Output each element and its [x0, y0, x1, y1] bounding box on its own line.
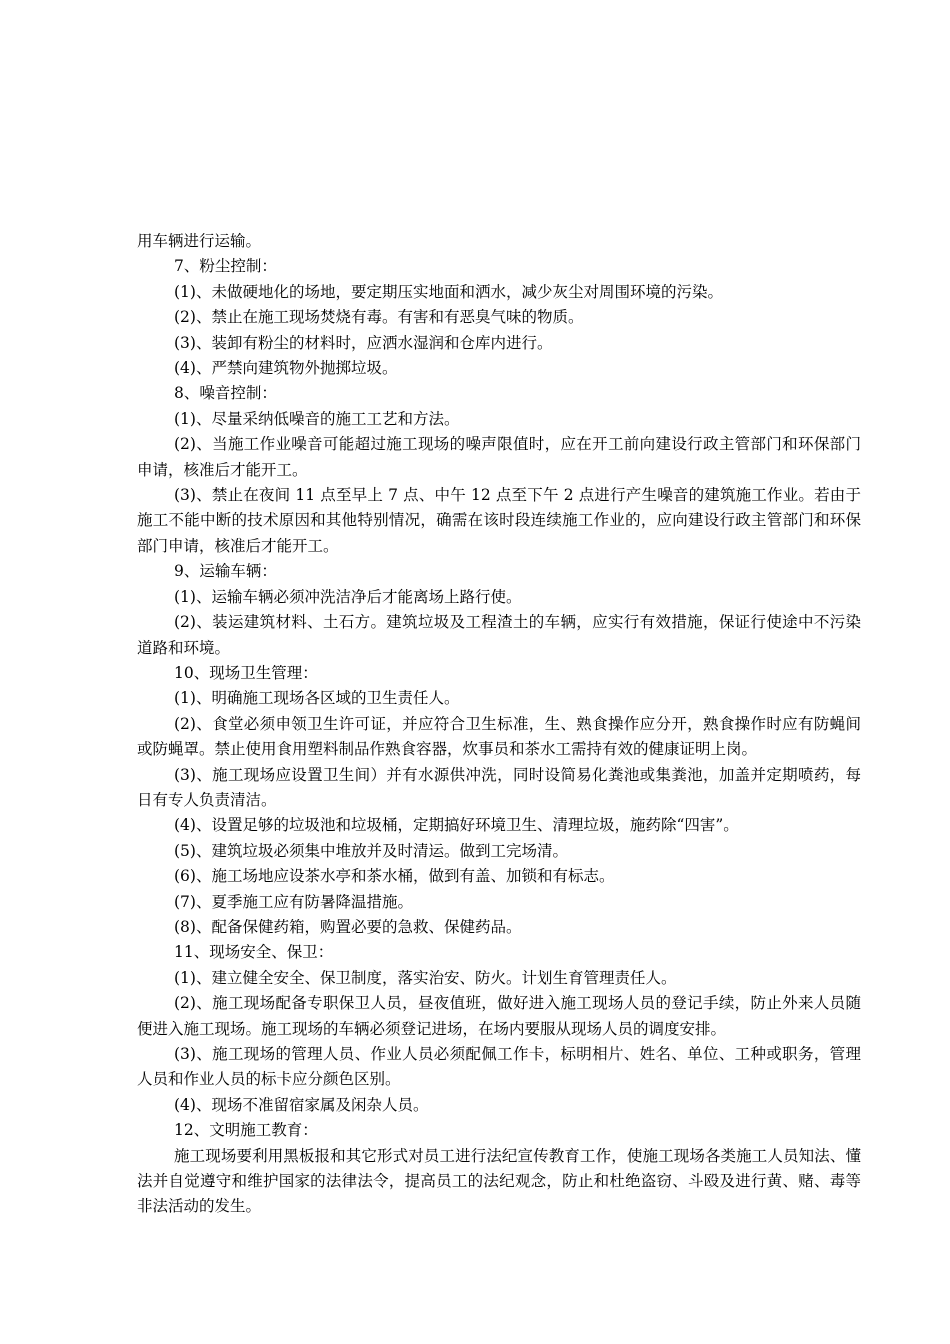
paragraph: (2)、食堂必须申领卫生许可证，并应符合卫生标准，生、熟食操作应分开，熟食操作时应有防蝇间或防蝇罩。禁止使用食用塑料制品作熟食容器，炊事员和茶水工需持有效的健康证明上岗。	[137, 714, 861, 759]
paragraph: (2)、装运建筑材料、土石方。建筑垃圾及工程渣土的车辆，应实行有效措施，保证行使途中不污染道路和环境。	[137, 613, 861, 657]
paragraph: (3)、禁止在夜间 11 点至早上 7 点、中午 12 点至下午 2 点进行产生噪音的建筑施工作业。若由于施工不能中断的技术原因和其他特别情况，确需在该时段连续施工作业的，应向建设行政主管部门和环保部门申请，核准后才能开工。	[137, 486, 861, 555]
paragraph: (6)、施工场地应设茶水亭和茶水桶，做到有盖、加锁和有标志。	[174, 867, 615, 886]
paragraph: (3)、施工现场应设置卫生间）并有水源供冲洗，同时设简易化粪池或集粪池，加盖并定期喷药，每日有专人负责清洁。	[137, 765, 861, 809]
paragraph: (1)、未做硬地化的场地，要定期压实地面和洒水，减少灰尘对周围环境的污染。	[174, 282, 723, 301]
paragraph: 施工现场要利用黑板报和其它形式对员工进行法纪宣传教育工作，使施工现场各类施工人员知法、懂法并自觉遵守和维护国家的法律法令，提高员工的法纪观念，防止和杜绝盗窃、斗殴及进行黄、赌、毒等非法活动的发生。	[137, 1146, 861, 1216]
paragraph: 7、粉尘控制：	[174, 257, 277, 276]
paragraph: (7)、夏季施工应有防暑降温措施。	[174, 892, 413, 911]
paragraph: (2)、当施工作业噪音可能超过施工现场的噪声限值时，应在开工前向建设行政主管部门和环保部门申请，核准后才能开工。	[137, 435, 861, 479]
paragraph: (3)、施工现场的管理人员、作业人员必须配佩工作卡，标明相片、姓名、单位、工种或职务，管理人员和作业人员的标卡应分颜色区别。	[137, 1045, 861, 1089]
paragraph: (1)、明确施工现场各区域的卫生责任人。	[174, 689, 460, 708]
paragraph: 12、文明施工教育：	[174, 1121, 318, 1140]
paragraph: (4)、严禁向建筑物外抛掷垃圾。	[174, 359, 398, 378]
paragraph: (4)、现场不准留宿家属及闲杂人员。	[174, 1095, 429, 1114]
paragraph: (1)、运输车辆必须冲洗洁净后才能离场上路行使。	[174, 587, 522, 606]
document-body	[137, 229, 861, 1220]
paragraph: (1)、建立健全安全、保卫制度，落实治安、防火。计划生育管理责任人。	[174, 968, 677, 987]
paragraph: 10、现场卫生管理：	[174, 663, 318, 682]
paragraph: (2)、禁止在施工现场焚烧有毒。有害和有恶臭气味的物质。	[174, 308, 584, 327]
paragraph: (5)、建筑垃圾必须集中堆放并及时清运。做到工完场清。	[174, 841, 568, 860]
paragraph: 11、现场安全、保卫：	[174, 943, 334, 962]
paragraph: (1)、尽量采纳低噪音的施工工艺和方法。	[174, 409, 460, 428]
paragraph: 8、噪音控制：	[174, 384, 277, 403]
paragraph: 用车辆进行运输。	[137, 232, 262, 250]
paragraph: 9、运输车辆：	[174, 562, 277, 581]
paragraph: (4)、设置足够的垃圾池和垃圾桶，定期搞好环境卫生、清理垃圾，施药除“四害”。	[174, 816, 739, 835]
paragraph: (2)、施工现场配备专职保卫人员，昼夜值班，做好进入施工现场人员的登记手续，防止外来人员随便进入施工现场。施工现场的车辆必须登记进场，在场内要服从现场人员的调度安排。	[137, 994, 861, 1038]
paragraph: (8)、配备保健药箱，购置必要的急救、保健药品。	[174, 917, 522, 936]
paragraph: (3)、装卸有粉尘的材料时，应洒水湿润和仓库内进行。	[174, 333, 553, 352]
